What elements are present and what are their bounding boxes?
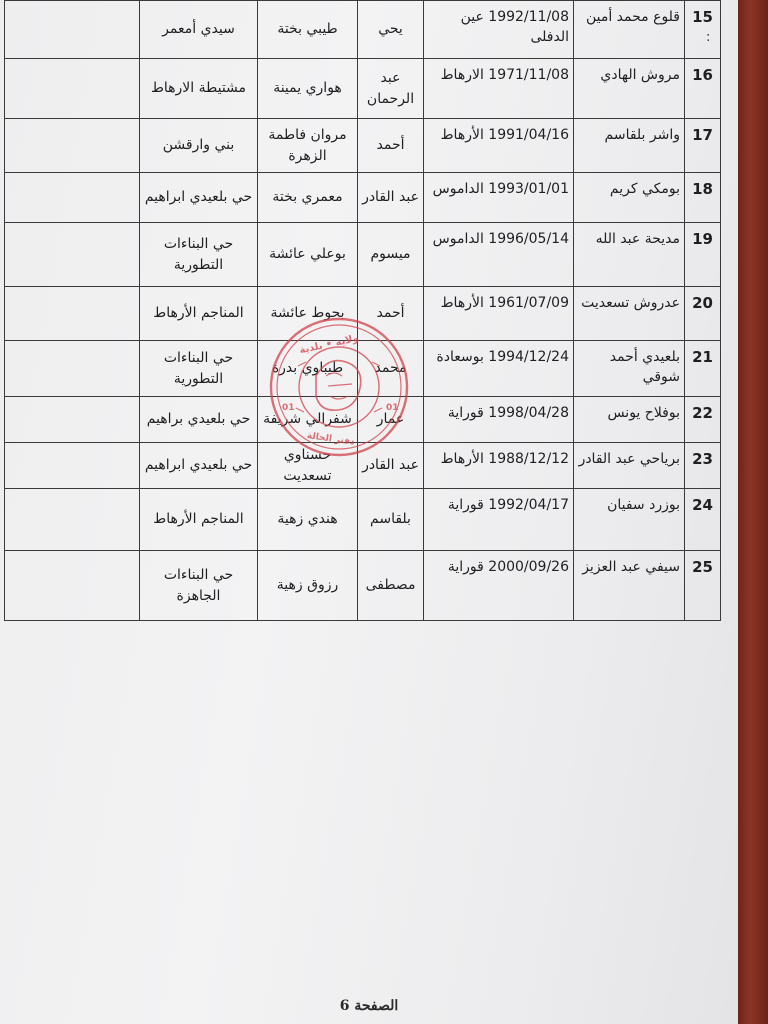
page-number: الصفحة 6 [339,998,399,1014]
empty-cell [5,119,140,173]
birth-date-place-cell: 1992/04/17 قوراية [424,489,574,551]
address-cell: حي البناءات التطورية [140,341,258,397]
table-row [5,59,721,119]
row-number: 21 [685,341,721,397]
full-name-cell: قلوع محمد أمين [574,1,685,59]
row-number: 18 [685,173,721,223]
address-cell: مشتيطة الارهاط [140,59,258,119]
empty-cell [5,1,140,59]
address-cell: حي البناءات الجاهزة [140,551,258,621]
row-number: 24 [685,489,721,551]
table-row [5,287,721,341]
roster-body [5,1,721,621]
table-row [5,397,721,443]
row-number: 25 [685,551,721,621]
table-row [5,443,721,489]
address-cell: حي بلعيدي براهيم [140,397,258,443]
row-number: 22 [685,397,721,443]
birth-date-place-cell: 1996/05/14 الداموس [424,223,574,287]
address-cell: سيدي أمعمر [140,1,258,59]
mother-name-cell: هندي زهية [258,489,358,551]
full-name-cell: سيفي عبد العزيز [574,551,685,621]
table-row [5,1,721,59]
mother-name-cell: طيبي بختة [258,1,358,59]
full-name-cell: عدروش تسعديت [574,287,685,341]
father-name-cell: أحمد [358,119,424,173]
birth-date-place-cell: 2000/09/26 قوراية [424,551,574,621]
empty-cell [5,341,140,397]
full-name-cell: بوفلاح يونس [574,397,685,443]
mother-name-cell: مروان فاطمة الزهرة [258,119,358,173]
empty-cell [5,397,140,443]
full-name-cell: بوزرد سفيان [574,489,685,551]
row-number: 20 [685,287,721,341]
birth-date-place-cell: 1998/04/28 قوراية [424,397,574,443]
father-name-cell: محمد [358,341,424,397]
address-cell: حي بلعيدي ابراهيم [140,173,258,223]
full-name-cell: بلعيدي أحمد شوقي [574,341,685,397]
svg-text:01: 01 [386,403,399,413]
mother-name-cell: طيباوي بدرة [258,341,358,397]
row-number: 15 [685,1,721,59]
mother-name-cell: شفرالي شريفة [258,397,358,443]
svg-text:ولاية • بلدية: ولاية • بلدية [298,332,360,357]
father-name-cell: مصطفى [358,551,424,621]
father-name-cell: ميسوم [358,223,424,287]
full-name-cell: مديحة عبد الله [574,223,685,287]
father-name-cell: عبد القادر [358,443,424,489]
full-name-cell: بومكي كريم [574,173,685,223]
empty-cell [5,287,140,341]
full-name-cell: برياحي عبد القادر [574,443,685,489]
father-name-cell: عبد الرحمان [358,59,424,119]
empty-cell [5,443,140,489]
birth-date-place-cell: 1988/12/12 الأرهاط [424,443,574,489]
svg-text:01: 01 [282,403,295,413]
table-row [5,489,721,551]
birth-date-place-cell: 1961/07/09 الأرهاط [424,287,574,341]
mother-name-cell: حسناوي تسعديت [258,443,358,489]
desk-edge [738,0,768,1024]
table-row [5,551,721,621]
father-name-cell: يحي [358,1,424,59]
table-row [5,223,721,287]
row-number: 23 [685,443,721,489]
margin-mark: : [706,30,711,45]
address-cell: المناجم الأرهاط [140,489,258,551]
address-cell: حي البناءات التطورية [140,223,258,287]
full-name-cell: مروش الهادي [574,59,685,119]
father-name-cell: عبد القادر [358,173,424,223]
mother-name-cell: هواري يمينة [258,59,358,119]
birth-date-place-cell: 1991/04/16 الأرهاط [424,119,574,173]
full-name-cell: واشر بلقاسم [574,119,685,173]
father-name-cell: أحمد [358,287,424,341]
empty-cell [5,551,140,621]
row-number: 19 [685,223,721,287]
mother-name-cell: معمري بختة [258,173,358,223]
address-cell: حي بلعيدي ابراهيم [140,443,258,489]
table-row [5,173,721,223]
empty-cell [5,59,140,119]
empty-cell [5,223,140,287]
birth-date-place-cell: 1994/12/24 بوسعادة [424,341,574,397]
father-name-cell: بلقاسم [358,489,424,551]
empty-cell [5,173,140,223]
mother-name-cell: بوعلي عائشة [258,223,358,287]
table-row [5,341,721,397]
roster-table [4,0,721,621]
row-number: 17 [685,119,721,173]
mother-name-cell: بحوط عائشة [258,287,358,341]
address-cell: بني وارقشن [140,119,258,173]
svg-text:دفتر الحالة: دفتر الحالة [306,431,356,448]
mother-name-cell: رزوق زهية [258,551,358,621]
father-name-cell: عمار [358,397,424,443]
table-row [5,119,721,173]
birth-date-place-cell: 1993/01/01 الداموس [424,173,574,223]
birth-date-place-cell: 1992/11/08 عين الدفلى [424,1,574,59]
row-number: 16 [685,59,721,119]
birth-date-place-cell: 1971/11/08 الارهاط [424,59,574,119]
empty-cell [5,489,140,551]
address-cell: المناجم الأرهاط [140,287,258,341]
